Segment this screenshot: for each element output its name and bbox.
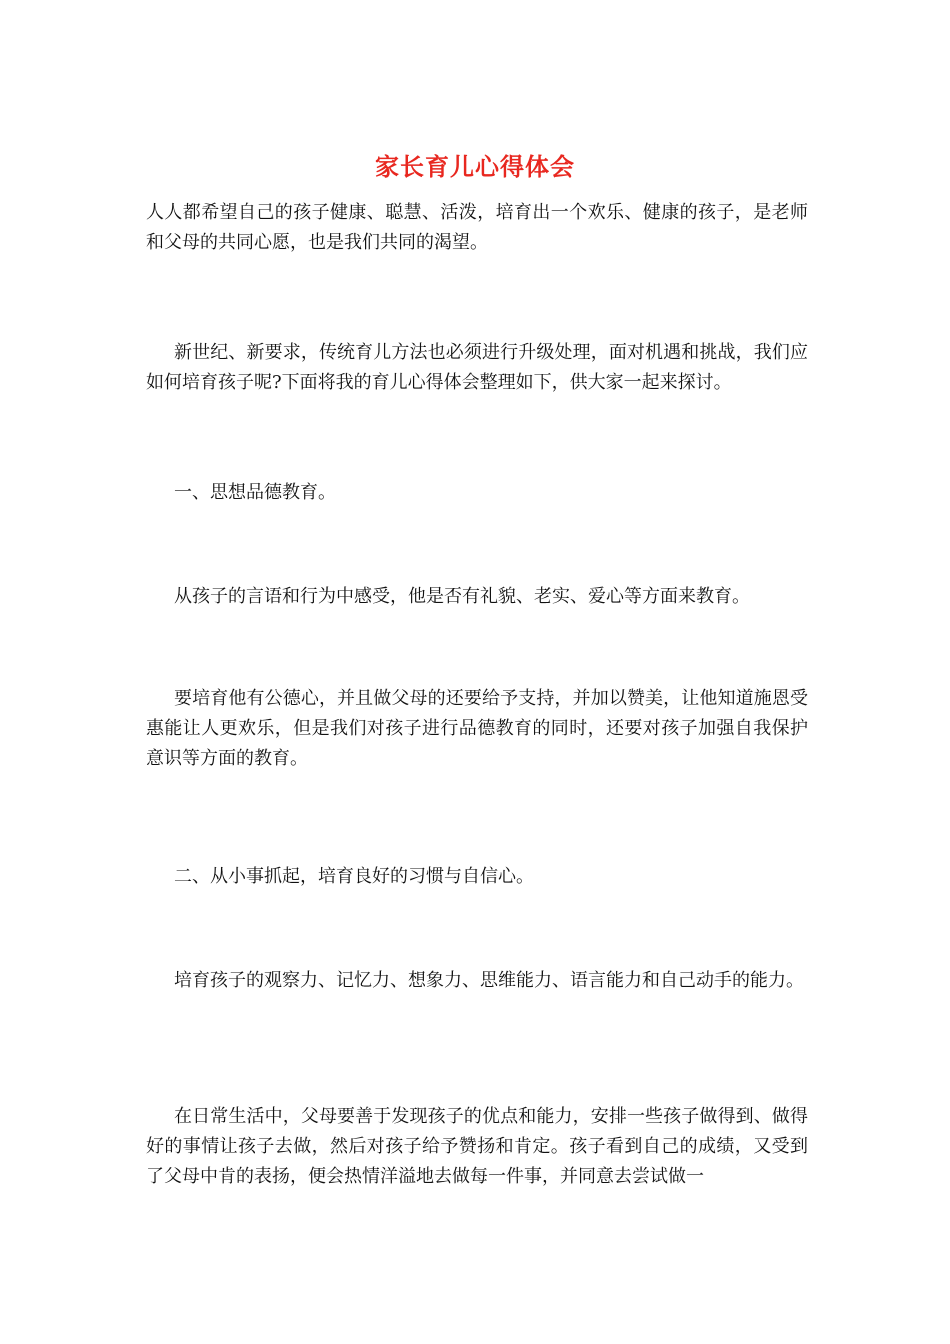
paragraph-5: 培育孩子的观察力、记忆力、想象力、思维能力、语言能力和自己动手的能力。 xyxy=(174,970,804,991)
paragraph-3: 从孩子的言语和行为中感受，他是否有礼貌、老实、爱心等方面来教育。 xyxy=(174,586,750,607)
paragraph-4: 要培育他有公德心，并且做父母的还要给予支持，并加以赞美，让他知道施恩受惠能让人更欢乐，但是我们对孩子进行品德教育的同时，还要对孩子加强自我保护意识等方面的教育。 xyxy=(146,688,808,769)
section-heading-1: 一、思想品德教育。 xyxy=(174,482,336,503)
paragraph-1: 人人都希望自己的孩子健康、聪慧、活泼，培育出一个欢乐、健康的孩子，是老师和父母的共同心愿，也是我们共同的渴望。 xyxy=(146,202,808,253)
paragraph-2: 新世纪、新要求，传统育儿方法也必须进行升级处理，面对机遇和挑战，我们应如何培育孩子呢?下面将我的育儿心得体会整理如下，供大家一起来探讨。 xyxy=(146,342,808,393)
section-heading-2: 二、从小事抓起，培育良好的习惯与自信心。 xyxy=(174,866,534,887)
document-title: 家长育儿心得体会 xyxy=(375,152,575,181)
paragraph-6: 在日常生活中，父母要善于发现孩子的优点和能力，安排一些孩子做得到、做得好的事情让孩子去做，然后对孩子给予赞扬和肯定。孩子看到自己的成绩，又受到了父母中肯的表扬，便会热情洋溢地去做每一件事，并同意去尝试做一 xyxy=(146,1106,808,1187)
